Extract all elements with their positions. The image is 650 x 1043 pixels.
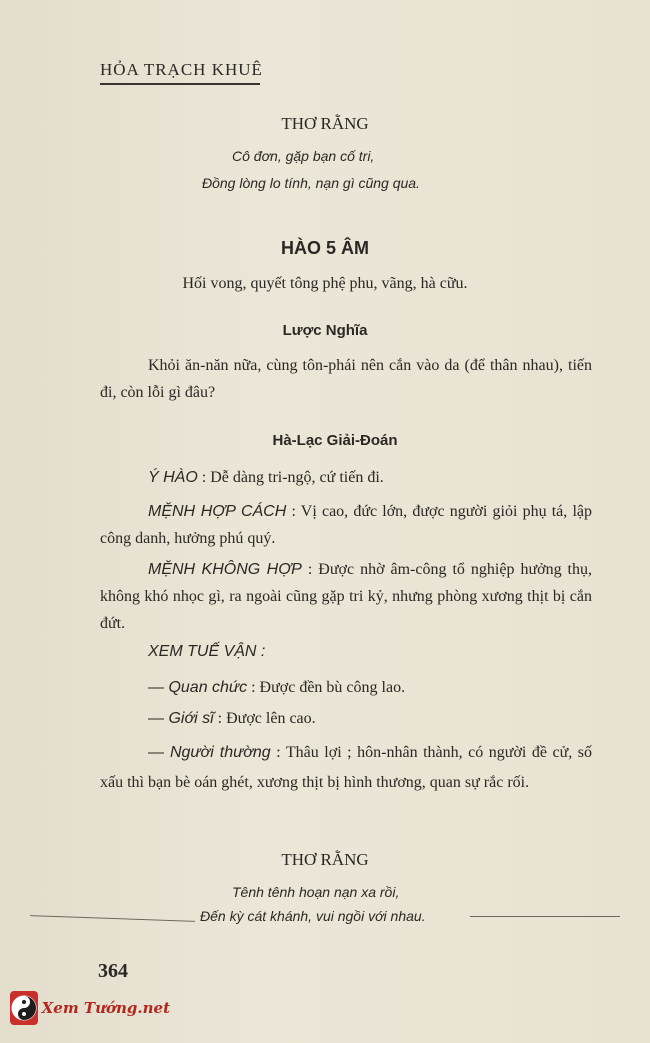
watermark-logo: [10, 990, 170, 1026]
poem2-heading: THƠ RẰNG: [281, 850, 369, 869]
menh-khong-label: MỆNH KHÔNG HỢP: [148, 561, 302, 578]
quan-chuc-line: [148, 676, 405, 700]
luoc-nghia-text: Khỏi ăn-năn nữa, cùng tôn-phái nên cắn vào da (để thân nhau), tiến đi, còn lỗi gì đâu?: [100, 357, 592, 401]
y-hao-text: : Dễ dàng tri-ngộ, cứ tiến đi.: [201, 469, 384, 486]
poem2-line-1: Tênh tênh hoạn nạn xa rồi,: [232, 884, 400, 900]
menh-hop-label: MỆNH HỢP CÁCH: [148, 503, 287, 520]
hao5-text: Hối vong, quyết tông phệ phu, vãng, hà cữu.: [182, 275, 468, 292]
menh-hop-line: [100, 498, 592, 552]
menh-khong-text: : Được nhờ âm-công tổ nghiệp hưởng thụ, không khó nhọc gì, ra ngoài cũng gặp tri kỷ, nhưng phòng xương thịt bị cắn đứt.: [100, 561, 593, 632]
poem2-line-2: Đến kỳ cát khánh, vui ngồi với nhau.: [200, 908, 426, 924]
bottom-rule-right: [470, 916, 620, 917]
yin-yang-icon: [10, 991, 38, 1025]
y-hao-label: Ý HÀO: [148, 469, 198, 486]
quan-chuc-text: : Được đền bù công lao.: [251, 679, 406, 696]
menh-khong-line: [100, 556, 592, 637]
y-hao-line: [100, 464, 592, 491]
quan-chuc-label: — Quan chức: [148, 679, 248, 696]
gioi-si-label: — Giới sĩ: [148, 710, 214, 727]
running-header: HỎA TRẠCH KHUÊ: [100, 60, 260, 85]
watermark-text: Xem Tướng.net: [41, 999, 170, 1017]
gioi-si-text: : Được lên cao.: [217, 710, 316, 727]
nguoi-thuong-label: — Người thường: [148, 744, 271, 761]
hao5-heading: HÀO 5 ÂM: [280, 238, 369, 258]
luoc-nghia-heading: Lược Nghĩa: [282, 322, 368, 339]
bottom-rule-left: [30, 915, 195, 922]
poem1-line-2: Đồng lòng lo tính, nạn gì cũng qua.: [202, 175, 420, 191]
page-number: 364: [98, 960, 128, 982]
nguoi-thuong-line: [100, 738, 592, 798]
gioi-si-line: [148, 707, 316, 731]
poem1-heading: THƠ RẰNG: [281, 114, 369, 133]
poem1-line-1: Cô đơn, gặp bạn cố tri,: [232, 148, 375, 164]
ha-lac-heading: Hà-Lạc Giải-Đoán: [272, 432, 398, 449]
xem-tue-van: XEM TUẾ VẬN :: [148, 643, 266, 660]
menh-hop-text: : Vị cao, đức lớn, được người giỏi phụ tá, lập công danh, hưởng phú quý.: [100, 503, 592, 547]
nguoi-thuong-text: : Thâu lợi ; hôn-nhân thành, có người đề cử, số xấu thì bạn bè oán ghét, xương thịt bị hình thương, quan sự rắc rối.: [100, 744, 593, 791]
